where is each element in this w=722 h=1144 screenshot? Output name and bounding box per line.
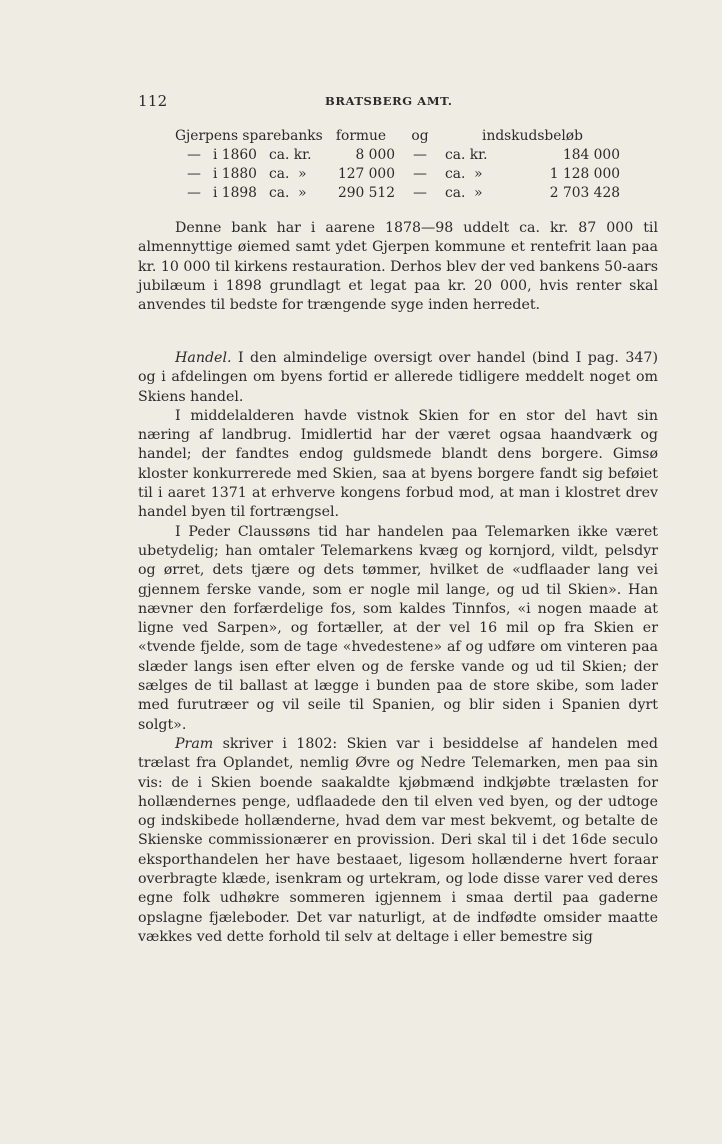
table-header-formue: formue — [335, 128, 387, 144]
row-formue: 127 000 — [337, 166, 395, 182]
row-deposits: 184 000 — [562, 147, 620, 163]
row-dash2: — — [413, 166, 427, 182]
row-dash: — — [187, 147, 201, 163]
handel-text: I den almindelige oversigt over handel (bind I pag. 347) og i afdelingen om byens fortid er allerede tidligere meddelt noget om Skiens handel. — [138, 350, 658, 405]
paragraph-bank: Denne bank har i aarene 1878—98 uddelt ca. kr. 87 000 til almennyttige øiemed samt ydet Gjerpen kommune et rentefrit laan paa kr. 10 000 til kirkens restauration. Derhos blev der ved bankens 50-aars jubilæum i 1898 grundlagt et legat paa kr. 20 000, hvis renter skal anvendes til bedste for trængende syge inden herredet. — [138, 220, 658, 314]
paragraph-middelalder: I middelalderen havde vistnok Skien for en stor del havt sin næring af landbrug. Imidlertid har der været ogsaa haandværk og handel; der fandtes endog guldsmede blandt dens borgere. Gimsø kloster konkurrerede med Skien, saa at byens borgere fandt sig beføiet til i aaret 1371 at erhverve kongens forbud mod, at man i klostret drev handel byen til fortrængsel. — [138, 407, 658, 521]
handel-section — [138, 349, 658, 947]
table-header-joiner: og — [411, 128, 429, 144]
row-deposits: 2 703 428 — [549, 185, 620, 201]
row-prefix2: ca. » — [445, 166, 483, 182]
paragraph-claussen: I Peder Claussøns tid har handelen paa Telemarken ikke været ubetydelig; han omtaler Telemarkens kvæg og kornjord, vildt, pelsdyr og ørret, dets tjære og dets tømmer, hvilket de «udflaader lang vei gjennem ferske vande, som er nogle mil lange, og ud til Skien». Han nævner den forfærdelige fos, som kaldes Tinnfos, «i nogen maade at ligne ved Sarpen», og fortæller, at der vel 16 mil op fra Skien er «tvende fjelde, som de tage «hvedestene» af og udføre om vinteren paa slæder langs isen efter elven og de ferske vande og ud til Skien; der sælges de til ballast at lægge i bunden paa de store skibe, som lader med furutræer og vil seile til Spanien, og blir siden i Spanien dyrt solgt». — [138, 523, 658, 733]
bank-paragraph-block — [138, 219, 658, 315]
table-header-label: Gjerpens sparebanks — [175, 128, 323, 144]
row-prefix2: ca. » — [445, 185, 483, 201]
table-row — [175, 146, 620, 165]
row-year: i 1860 — [213, 147, 257, 163]
running-title: BRATSBERG AMT. — [325, 94, 453, 108]
row-deposits: 1 128 000 — [549, 166, 620, 182]
page-number: 112 — [138, 92, 168, 110]
row-year: i 1898 — [213, 185, 257, 201]
row-prefix2: ca. kr. — [445, 147, 488, 163]
deposit-table — [175, 127, 620, 203]
pram-name: Pram — [175, 735, 214, 752]
row-prefix: ca. » — [269, 185, 307, 201]
row-dash: — — [187, 185, 201, 201]
pram-text: skriver i 1802: Skien var i besiddelse af handelen med trælast fra Oplandet, nemlig Øvre og Nedre Telemarken, men paa sin vis: de i Skien boende saakaldte kjøbmænd indkjøbte trælasten for hollændernes penge, udflaadede den til elven ved byen, og der udtoge og indskibede hollænderne, hvad dem var mest bekvemt, og betalte de Skienske commissionærer en provission. Deri skal til i det 16de seculo eksporthandelen her have bestaaet, ligesom hollænderne hvert foraar overbragte klæde, isenkram og urtekram, og lode disse varer ved deres egne folk udhøkre sommeren igjennem i smaa dertil paa gaderne opslagne fjæleboder. Det var naturligt, at de indfødte omsider maatte vækkes ved dette forhold til selv at deltage i eller bemestre sig — [138, 735, 658, 945]
table-header-deposits: indskudsbeløb — [482, 128, 583, 144]
row-dash2: — — [413, 185, 427, 201]
table-row — [175, 184, 620, 203]
row-prefix: ca. » — [269, 166, 307, 182]
row-prefix: ca. kr. — [269, 147, 312, 163]
table-header-row — [175, 127, 620, 146]
row-year: i 1880 — [213, 166, 257, 182]
row-formue: 290 512 — [337, 185, 395, 201]
paragraph-pram — [138, 735, 658, 947]
row-dash2: — — [413, 147, 427, 163]
row-dash: — — [187, 166, 201, 182]
handel-heading: Handel. — [175, 350, 232, 366]
table-row — [175, 165, 620, 184]
paragraph-handel — [138, 349, 658, 407]
row-formue: 8 000 — [355, 147, 395, 163]
